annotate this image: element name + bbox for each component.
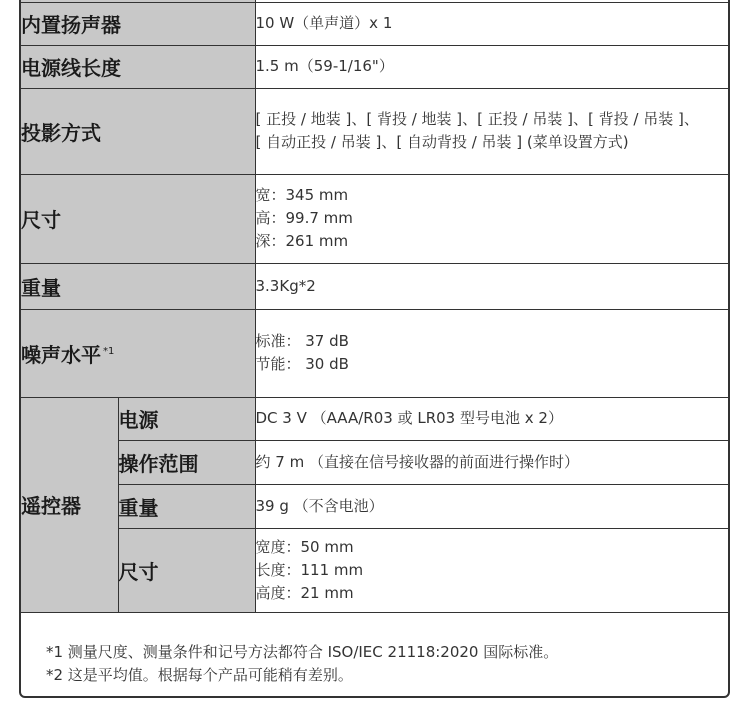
remote-size-height: 高度：21 mm (255, 583, 354, 602)
noise-eco: 节能： 30 dB (255, 355, 349, 373)
footnotes (46, 641, 558, 687)
projection-line-1: [ 正投 / 地装 ]、[ 背投 / 地装 ]、[ 正投 / 吊装 ]、[ 背投 / 吊装 ]、 (255, 110, 699, 128)
noise-note-mark: *1 (103, 345, 115, 357)
noise-standard: 标准： 37 dB (255, 332, 349, 350)
noise-label-cell (21, 309, 255, 397)
size-width: 宽：345 mm (255, 186, 349, 204)
size-depth: 深：261 mm (255, 232, 349, 250)
speaker-value: 10 W（单声道）x 1 (255, 2, 730, 45)
table-row-remote-weight (21, 484, 730, 528)
remote-range-label: 操作范围 (118, 440, 255, 484)
remote-size-value (255, 528, 730, 612)
table-row-remote-power (21, 397, 730, 440)
projection-line-2: [ 自动正投 / 吊装 ]、[ 自动背投 / 吊装 ] (菜单设置方式) (255, 133, 629, 151)
table-row-projection (21, 88, 730, 174)
projection-label: 投影方式 (21, 88, 255, 174)
remote-power-value: DC 3 V （AAA/R03 或 LR03 型号电池 x 2） (255, 397, 730, 440)
remote-label: 遥控器 (21, 397, 118, 612)
size-height: 高：99.7 mm (255, 209, 353, 227)
remote-power-label: 电源 (118, 397, 255, 440)
remote-size-width: 宽度：50 mm (255, 537, 354, 556)
table-row-size (21, 174, 730, 263)
size-label: 尺寸 (21, 174, 255, 263)
table-row-cable (21, 45, 730, 88)
cable-value: 1.5 m（59-1/16"） (255, 45, 730, 88)
projection-value (255, 88, 730, 174)
remote-weight-value: 39 g （不含电池） (255, 484, 730, 528)
footnote-1: *1 测量尺度、测量条件和记号方法都符合 ISO/IEC 21118:2020 国际标准。 (46, 643, 559, 661)
spec-table (21, 0, 730, 613)
table-row-remote-size (21, 528, 730, 612)
noise-value (255, 309, 730, 397)
weight-value: 3.3Kg*2 (255, 263, 730, 309)
weight-label: 重量 (21, 263, 255, 309)
remote-range-value: 约 7 m （直接在信号接收器的前面进行操作时） (255, 440, 730, 484)
size-value (255, 174, 730, 263)
cable-label: 电源线长度 (21, 45, 255, 88)
table-row-noise (21, 309, 730, 397)
remote-size-length: 长度：111 mm (255, 560, 364, 579)
table-row-remote-range (21, 440, 730, 484)
footnote-2: *2 这是平均值。根据每个产品可能稍有差别。 (46, 666, 353, 684)
table-row-speaker (21, 2, 730, 45)
spec-frame (19, 0, 730, 698)
remote-size-label: 尺寸 (118, 528, 255, 612)
remote-weight-label: 重量 (118, 484, 255, 528)
noise-label: 噪声水平 (21, 342, 101, 367)
speaker-label: 内置扬声器 (21, 2, 255, 45)
table-row-weight (21, 263, 730, 309)
